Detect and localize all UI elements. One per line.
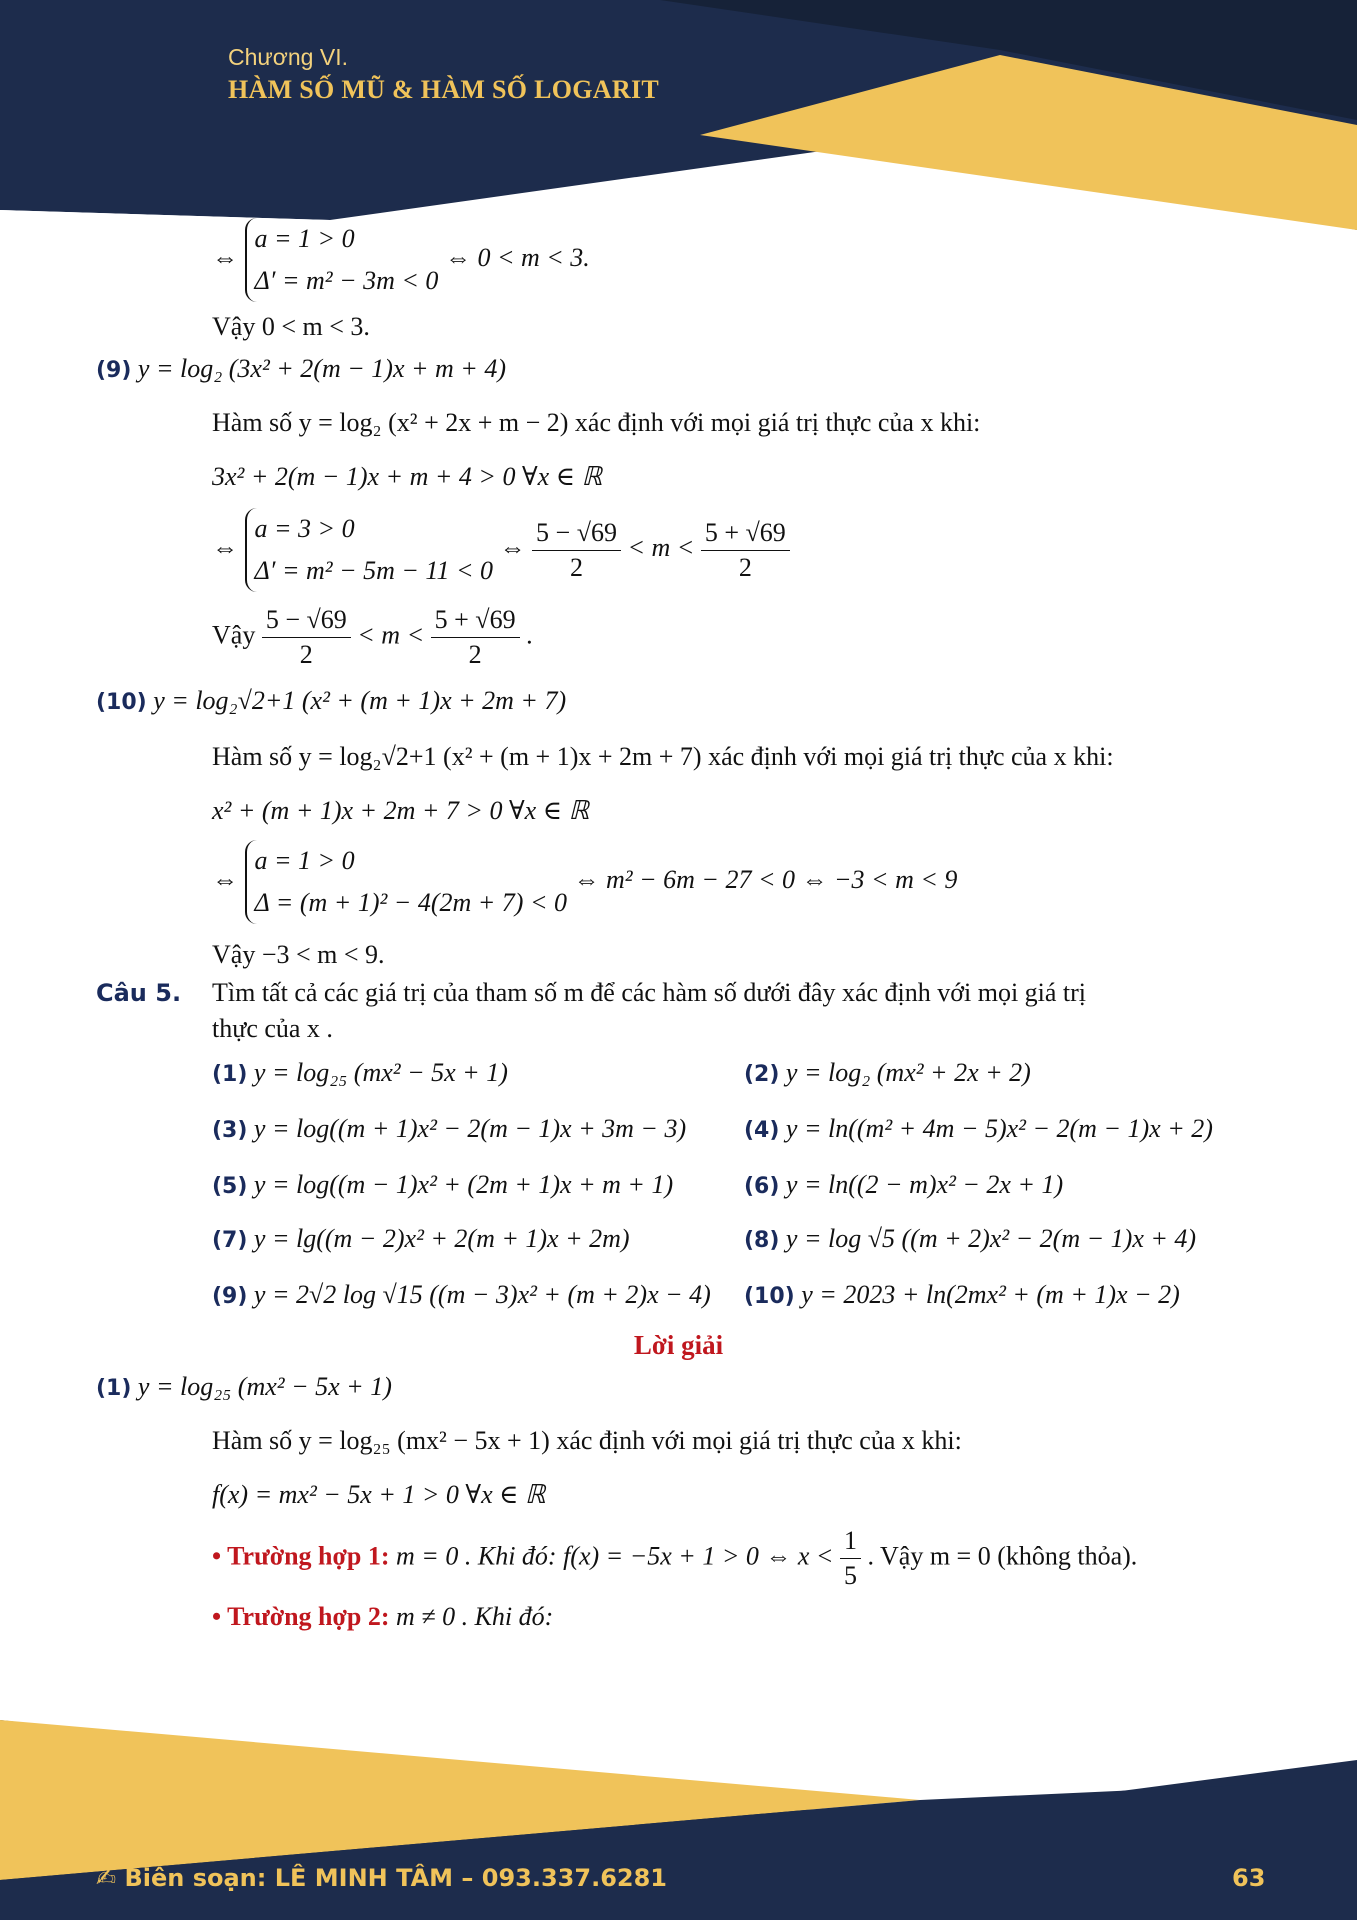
- question-item: (9) y = 2√2 log √15 ((m − 3)x² + (m + 2)x − 4): [212, 1280, 711, 1309]
- system-result: ⇔ 0 < m < 3.: [444, 242, 590, 272]
- case-label: • Trường hợp 1:: [212, 1541, 390, 1571]
- fraction: $\frac{5 - √69}{2}$: [262, 603, 351, 672]
- problem-10-condition: x² + (m + 1)x + 2m + 7 > 0 ∀x ∈ ℝ: [212, 796, 590, 825]
- problem-number: (1): [96, 1376, 132, 1401]
- problem-function: y = log₂√2+1 (x² + (m + 1)x + 2m + 7): [153, 686, 567, 715]
- problem-10-system: ⇔ a = 1 > 0 Δ = (m + 1)² − 4(2m + 7) < 0 ⇔ m² − 6m − 27 < 0 ⇔ −3 < m < 9: [212, 840, 957, 924]
- system-line: Δ = (m + 1)² − 4(2m + 7) < 0: [254, 888, 567, 917]
- fraction: $\frac{5 + √69}{2}$: [701, 516, 790, 585]
- problem-10-conclusion: Vậy −3 < m < 9.: [212, 940, 385, 969]
- solution-1-condition: f(x) = mx² − 5x + 1 > 0 ∀x ∈ ℝ: [212, 1480, 546, 1509]
- fraction: $\frac{5 + √69}{2}$: [431, 603, 520, 672]
- system-line: Δ′ = m² − 3m < 0: [254, 266, 439, 295]
- case-1: • Trường hợp 1: m = 0 . Khi đó: f(x) = −5x + 1 > 0 ⇔ x < $\frac{1}{5}$ . Vậy m = 0 (không thỏa).: [212, 1524, 1137, 1593]
- question-item: (3) y = log((m + 1)x² − 2(m − 1)x + 3m − 3): [212, 1114, 687, 1143]
- equivalence-system: ⇔ a = 1 > 0 Δ′ = m² − 3m < 0 ⇔ 0 < m < 3.: [212, 218, 590, 302]
- problem-10-statement: Hàm số y = log₂√2+1 (x² + (m + 1)x + 2m + 7) xác định với mọi giá trị thực của x khi:: [212, 742, 1114, 771]
- question-item: (4) y = ln((m² + 4m − 5)x² − 2(m − 1)x + 2): [744, 1114, 1213, 1143]
- question-item: (10) y = 2023 + ln(2mx² + (m + 1)x − 2): [744, 1280, 1180, 1309]
- system-line: a = 1 > 0: [254, 846, 355, 875]
- problem-9-heading: [96, 354, 506, 384]
- question-text-line: Tìm tất cả các giá trị của tham số m để các hàm số dưới đây xác định với mọi giá trị: [212, 978, 1087, 1007]
- solution-1-statement: Hàm số y = log₂₅ (mx² − 5x + 1) xác định với mọi giá trị thực của x khi:: [212, 1426, 962, 1455]
- problem-function: y = log₂ (3x² + 2(m − 1)x + m + 4): [137, 354, 507, 383]
- case-2: • Trường hợp 2: m ≠ 0 . Khi đó:: [212, 1602, 554, 1631]
- problem-number: (10): [96, 690, 147, 715]
- question-item: (2) y = log₂ (mx² + 2x + 2): [744, 1058, 1031, 1087]
- question-text-line: thực của x .: [212, 1014, 333, 1043]
- problem-number: (9): [96, 358, 132, 383]
- author-credit: ✍ Biên soạn: LÊ MINH TÂM – 093.337.6281: [96, 1864, 667, 1892]
- question-item: (7) y = lg((m − 2)x² + 2(m + 1)x + 2m): [212, 1224, 630, 1253]
- fraction: $\frac{5 - √69}{2}$: [532, 516, 621, 585]
- case-label: • Trường hợp 2:: [212, 1602, 390, 1631]
- chapter-title: HÀM SỐ MŨ & HÀM SỐ LOGARIT: [228, 75, 660, 104]
- question-item: (1) y = log₂₅ (mx² − 5x + 1): [212, 1058, 508, 1087]
- problem-10-heading: [96, 686, 566, 716]
- page-number: 63: [1232, 1864, 1266, 1892]
- solution-1-heading: [96, 1372, 392, 1402]
- question-item: (8) y = log √5 ((m + 2)x² − 2(m − 1)x + 4): [744, 1224, 1197, 1253]
- problem-9-conclusion: Vậy $\frac{5 - √69}{2}$ < m < $\frac{5 + √69}{2}$ .: [212, 603, 533, 672]
- problem-9-condition: 3x² + 2(m − 1)x + m + 4 > 0 ∀x ∈ ℝ: [212, 462, 603, 491]
- problem-9-statement: Hàm số y = log₂ (x² + 2x + m − 2) xác định với mọi giá trị thực của x khi:: [212, 408, 981, 437]
- question-item: (5) y = log((m − 1)x² + (2m + 1)x + m + 1): [212, 1170, 674, 1199]
- problem-function: y = log₂₅ (mx² − 5x + 1): [137, 1372, 392, 1401]
- chapter-label: Chương VI.: [228, 44, 348, 70]
- condition-system: [245, 218, 439, 302]
- system-result: ⇔ m² − 6m − 27 < 0 ⇔ −3 < m < 9: [573, 864, 958, 894]
- system-line: Δ′ = m² − 5m − 11 < 0: [254, 556, 494, 585]
- condition-system: [245, 508, 494, 592]
- chapter-heading: [228, 44, 659, 105]
- question-item: (6) y = ln((2 − m)x² − 2x + 1): [744, 1170, 1064, 1199]
- problem-9-system: ⇔ a = 3 > 0 Δ′ = m² − 5m − 11 < 0 ⇔ $\frac{5 - √69}{2}$ < m < $\frac{5 + √69}{2}$: [212, 508, 790, 592]
- condition-system: [245, 840, 568, 924]
- question-5: [96, 978, 181, 1008]
- fraction: $\frac{1}{5}$: [840, 1524, 861, 1593]
- conclusion-line: Vậy 0 < m < 3.: [212, 312, 370, 341]
- system-line: a = 3 > 0: [254, 514, 355, 543]
- system-line: a = 1 > 0: [254, 224, 355, 253]
- question-label: Câu 5.: [96, 979, 182, 1007]
- solution-title: Lời giải: [633, 1330, 724, 1360]
